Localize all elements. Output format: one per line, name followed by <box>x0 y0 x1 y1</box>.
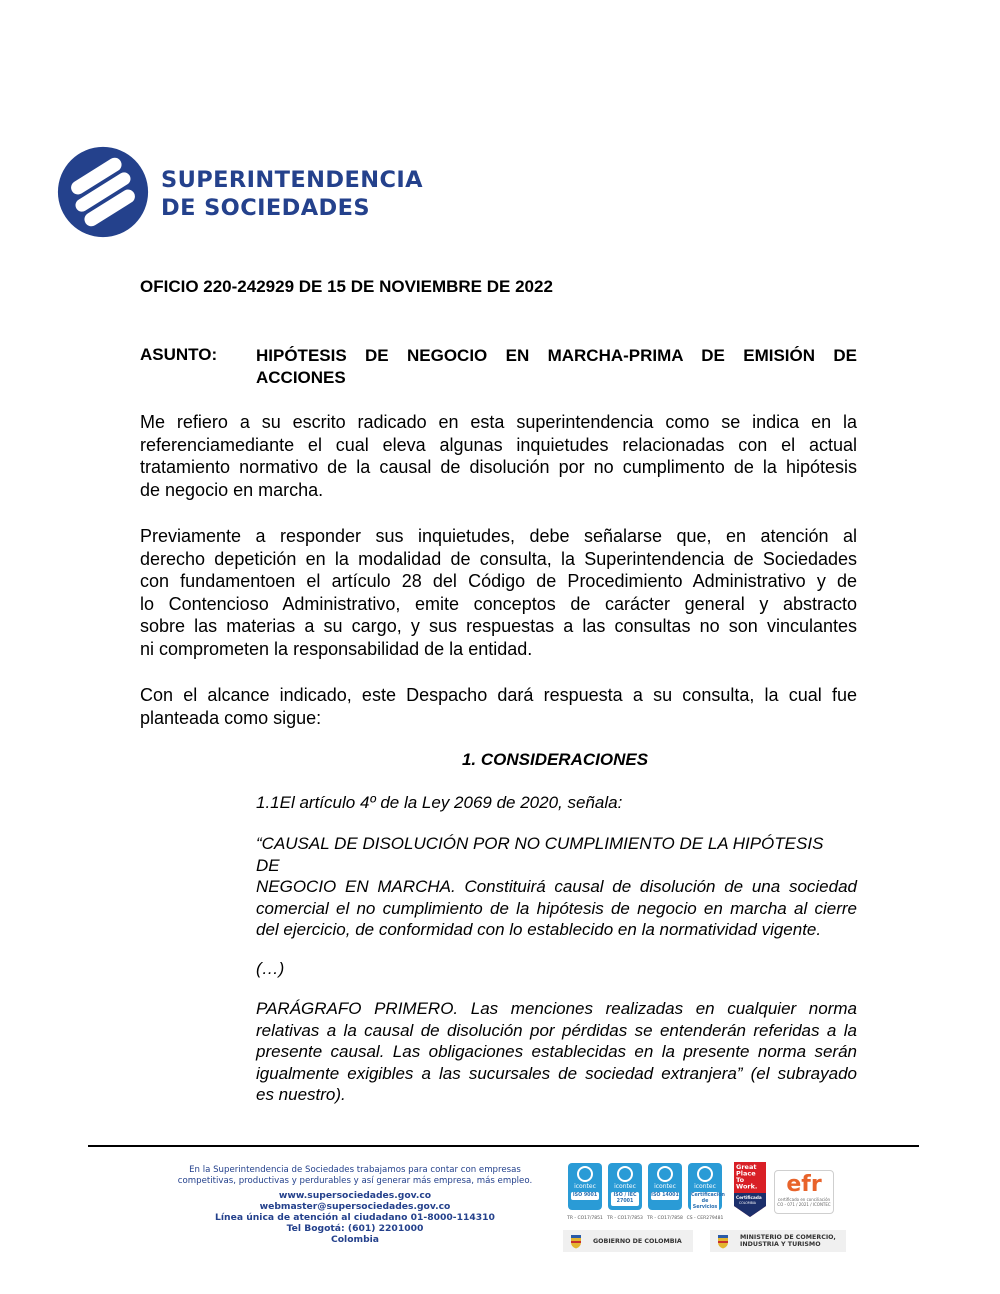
section-title: 1. CONSIDERACIONES <box>461 750 649 769</box>
quote-line: es nuestro). <box>256 1085 346 1104</box>
email-link[interactable]: webmaster@supersociedades.gov.co <box>259 1201 451 1212</box>
org-name-line1: SUPERINTENDENCIA <box>161 167 423 193</box>
document-reference: OFICIO 220-242929 DE 15 DE NOVIEMBRE DE 2022 <box>140 277 553 296</box>
quote-line: comercial el no cumplimiento de la hipótesis de negocio en marcha al cierre <box>256 898 857 918</box>
text-line: planteada como sigue: <box>140 707 322 728</box>
text-line: sobre las materias a su cargo, y sus respuestas a las consultas no son vinculantes <box>140 616 857 636</box>
text-line: con fundamentoen el artículo 28 del Código de Procedimiento Administrativo y de <box>140 571 857 591</box>
icontec-iso9001-badge: icontec ISO 9001 <box>568 1163 602 1210</box>
gov-label: GOBIERNO DE COLOMBIA <box>593 1237 682 1245</box>
icontec-iso27001-badge: icontec ISO / IEC 27001 <box>608 1163 642 1210</box>
quote-line: “CAUSAL DE DISOLUCIÓN POR NO CUMPLIMIENTO DE LA HIPÓTESIS <box>256 834 824 853</box>
gobierno-de-colombia-logo <box>563 1230 693 1252</box>
subject-text <box>256 345 857 389</box>
website-link[interactable]: www.supersociedades.gov.co <box>278 1190 432 1201</box>
badge-code: TR - CO17/7858 <box>647 1216 683 1221</box>
text-line: derecho depetición en la modalidad de consulta, la Superintendencia de Sociedades <box>140 548 857 569</box>
ministry-label: INDUSTRIA Y TURISMO <box>740 1241 821 1248</box>
hotline-text: Línea única de atención al ciudadano 01-8000-114310 <box>215 1212 495 1223</box>
country-text: Colombia <box>330 1234 379 1245</box>
svg-text:Work.: Work. <box>736 1182 758 1191</box>
badge-code: CS - CER279481 <box>686 1216 724 1221</box>
colombia-coat-of-arms-icon <box>569 1233 583 1249</box>
subject-line: HIPÓTESIS DE NEGOCIO EN MARCHA-PRIMA DE EMISIÓN DE <box>256 346 857 365</box>
icontec-icon <box>697 1166 713 1182</box>
icontec-icon <box>577 1166 593 1182</box>
svg-text:Place: Place <box>736 1169 756 1178</box>
quote-line: igualmente exigibles a las sucursales de sociedad extranjera” (el subrayado <box>256 1063 857 1083</box>
organization-name <box>161 166 423 222</box>
text-line: lo Contencioso Administrativo, emite conceptos de carácter general y abstracto <box>140 593 857 614</box>
text-line: Con el alcance indicado, este Despacho dará respuesta a su consulta, la cual fue <box>140 685 857 705</box>
paragraph-response <box>140 684 857 729</box>
quote-line: DE <box>256 855 280 875</box>
efr-badge: efr certificado en conciliación CO - 071 / 2021 / ICONTEC <box>774 1170 834 1214</box>
svg-text:COLOMBIA: COLOMBIA <box>739 1201 756 1205</box>
tagline-line: En la Superintendencia de Sociedades trabajamos para contar con empresas <box>189 1165 521 1175</box>
quote-block <box>256 833 857 941</box>
quote-line: PARÁGRAFO PRIMERO. Las menciones realizadas en cualquier norma <box>256 999 857 1018</box>
ministry-label: MINISTERIO DE COMERCIO, <box>740 1233 836 1241</box>
quote-intro: 1.1El artículo 4º de la Ley 2069 de 2020, señala: <box>256 793 623 812</box>
svg-text:To: To <box>736 1176 745 1184</box>
quote-ellipsis: (…) <box>256 959 285 978</box>
text-line: referenciamediante el cual eleva algunas inquietudes relacionadas con el actual <box>140 434 857 455</box>
icontec-icon <box>617 1166 633 1182</box>
great-place-to-work-badge <box>734 1162 766 1217</box>
footer-divider <box>88 1145 919 1147</box>
badge-code: TR - CO17/7851 <box>567 1216 603 1221</box>
paragraph-intro <box>140 411 857 501</box>
colombia-coat-of-arms-icon <box>716 1233 730 1249</box>
quote-line: NEGOCIO EN MARCHA. Constituirá causal de disolución de una sociedad <box>256 877 857 896</box>
quote-line: del ejercicio, de conformidad con lo establecido en la normatividad vigente. <box>256 920 822 939</box>
icontec-services-badge: icontec Certificación de Servicios <box>688 1163 722 1210</box>
org-name-line2: DE SOCIEDADES <box>161 195 371 221</box>
icontec-iso14001-badge: icontec ISO 14001 <box>648 1163 682 1210</box>
supersociedades-logo-icon <box>57 146 149 238</box>
text-line: ni comprometen la responsabilidad de la entidad. <box>140 638 533 659</box>
text-line: Previamente a responder sus inquietudes, debe señalarse que, en atención al <box>140 526 857 546</box>
tagline-line: competitivas, productivas y perdurables y así generar más empresa, más empleo. <box>177 1176 533 1186</box>
badge-code: TR - CO17/7853 <box>607 1216 643 1221</box>
paragraph-scope <box>140 525 857 660</box>
svg-text:Certificada: Certificada <box>736 1195 762 1200</box>
text-line: de negocio en marcha. <box>140 479 324 500</box>
phone-text: Tel Bogotá: (601) 2201000 <box>286 1223 424 1234</box>
text-line: tratamiento normativo de la causal de disolución por no cumplimento de la hipótesis <box>140 457 857 477</box>
ministerio-comercio-logo <box>710 1230 846 1252</box>
quote-block <box>256 998 857 1106</box>
footer-tagline <box>150 1165 560 1187</box>
icontec-icon <box>657 1166 673 1182</box>
svg-text:Great: Great <box>736 1163 757 1171</box>
quote-line: relativas a la causal de disolución por pérdidas se entenderán referidas a la <box>256 1020 857 1040</box>
footer-contact <box>150 1190 560 1245</box>
subject-line: ACCIONES <box>256 368 346 387</box>
subject-label: ASUNTO: <box>140 345 218 364</box>
quote-line: presente causal. Las obligaciones establecidas en la presente norma serán <box>256 1042 857 1061</box>
text-line: Me refiero a su escrito radicado en esta superintendencia como se indica en la <box>140 412 857 432</box>
